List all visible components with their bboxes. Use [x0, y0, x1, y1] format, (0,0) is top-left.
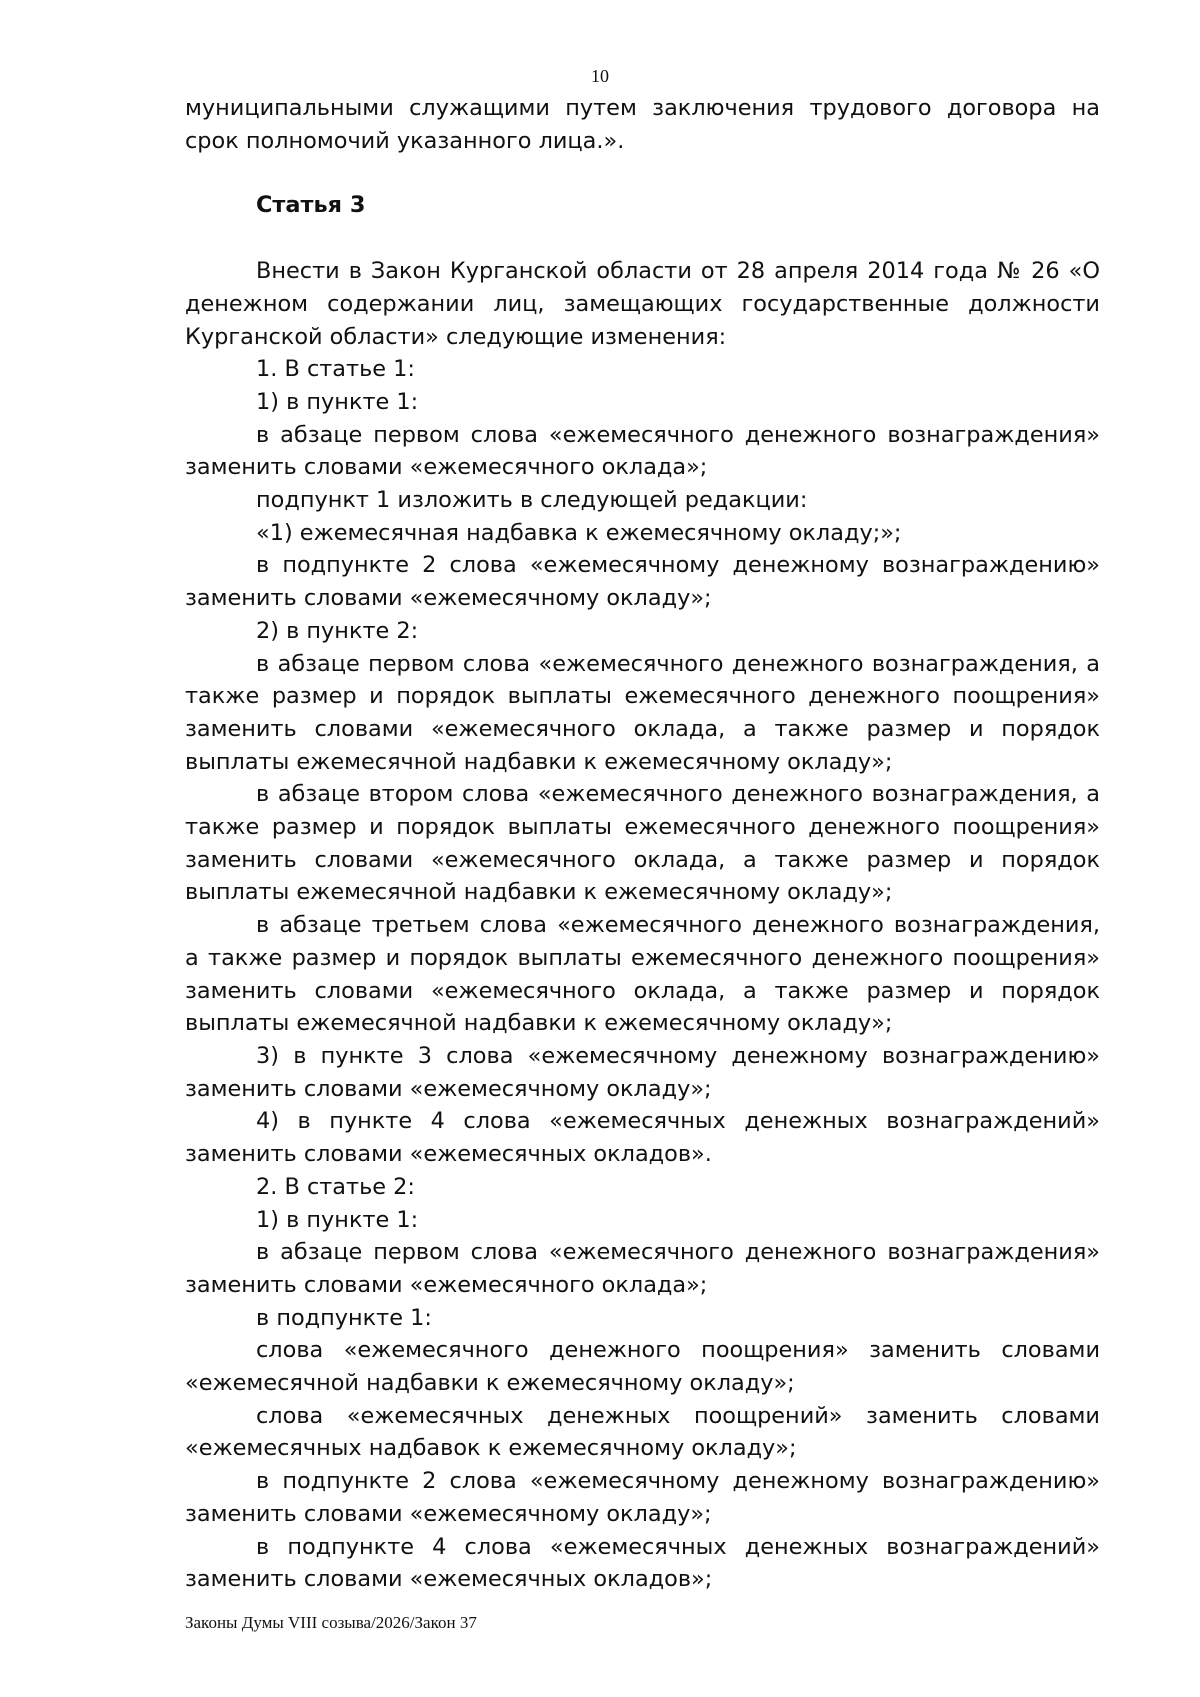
continuation-paragraph: муниципальными служащими путем заключения трудового договора на срок полномочий указанного лица.». [185, 95, 1100, 154]
document-body [185, 92, 1100, 1596]
body-paragraph: в абзаце первом слова «ежемесячного денежного вознаграждения, а также размер и порядок выплаты ежемесячного денежного поощрения» заменить словами «ежемесячного оклада, а также размер и порядок выплаты ежемесячной надбавки к ежемесячному окладу»; [185, 650, 1100, 775]
body-paragraph: подпункт 1 изложить в следующей редакции: [256, 487, 808, 514]
page-number: 10 [591, 66, 609, 86]
body-paragraph: 2. В статье 2: [256, 1173, 415, 1200]
body-paragraph: 1. В статье 1: [256, 356, 415, 383]
body-paragraph: 4) в пункте 4 слова «ежемесячных денежных вознаграждений» заменить словами «ежемесячных окладов». [185, 1108, 1100, 1168]
body-paragraph: слова «ежемесячного денежного поощрения» заменить словами «ежемесячной надбавки к ежемесячному окладу»; [185, 1337, 1100, 1397]
body-paragraph: «1) ежемесячная надбавка к ежемесячному окладу;»; [256, 519, 902, 546]
body-paragraph: в абзаце первом слова «ежемесячного денежного вознаграждения» заменить словами «ежемесячного оклада»; [185, 421, 1100, 481]
body-paragraph: 2) в пункте 2: [256, 617, 419, 644]
body-paragraph: в подпункте 4 слова «ежемесячных денежных вознаграждений» заменить словами «ежемесячных окладов»; [185, 1533, 1100, 1593]
body-paragraph: 1) в пункте 1: [256, 1206, 419, 1233]
article-heading: Статья 3 [256, 192, 366, 219]
body-paragraph: в подпункте 2 слова «ежемесячному денежному вознаграждению» заменить словами «ежемесячному окладу»; [185, 1468, 1100, 1527]
footer-reference: Законы Думы VIII созыва/2026/Закон 37 [185, 1613, 477, 1632]
body-paragraph: в абзаце втором слова «ежемесячного денежного вознаграждения, а также размер и порядок выплаты ежемесячного денежного поощрения» заменить словами «ежемесячного оклада, а также размер и порядок выплаты ежемесячной надбавки к ежемесячному окладу»; [185, 781, 1100, 906]
body-paragraph: в подпункте 1: [256, 1304, 432, 1331]
body-paragraph: в абзаце третьем слова «ежемесячного денежного вознаграждения, а также размер и порядок выплаты ежемесячного денежного поощрения» заменить словами «ежемесячного оклада, а также размер и порядок выплаты ежемесячной надбавки к ежемесячному окладу»; [185, 912, 1100, 1037]
body-paragraph: в подпункте 2 слова «ежемесячному денежному вознаграждению» заменить словами «ежемесячному окладу»; [185, 552, 1100, 612]
body-paragraph: 3) в пункте 3 слова «ежемесячному денежному вознаграждению» заменить словами «ежемесячному окладу»; [185, 1042, 1100, 1102]
body-paragraph: Внести в Закон Курганской области от 28 апреля 2014 года № 26 «О денежном содержании лиц, замещающих государственные должности Курганской области» следующие изменения: [185, 258, 1100, 350]
body-paragraph: 1) в пункте 1: [256, 388, 419, 415]
body-paragraph: слова «ежемесячных денежных поощрений» заменить словами «ежемесячных надбавок к ежемесячному окладу»; [185, 1402, 1100, 1462]
body-paragraph: в абзаце первом слова «ежемесячного денежного вознаграждения» заменить словами «ежемесячного оклада»; [185, 1239, 1100, 1298]
